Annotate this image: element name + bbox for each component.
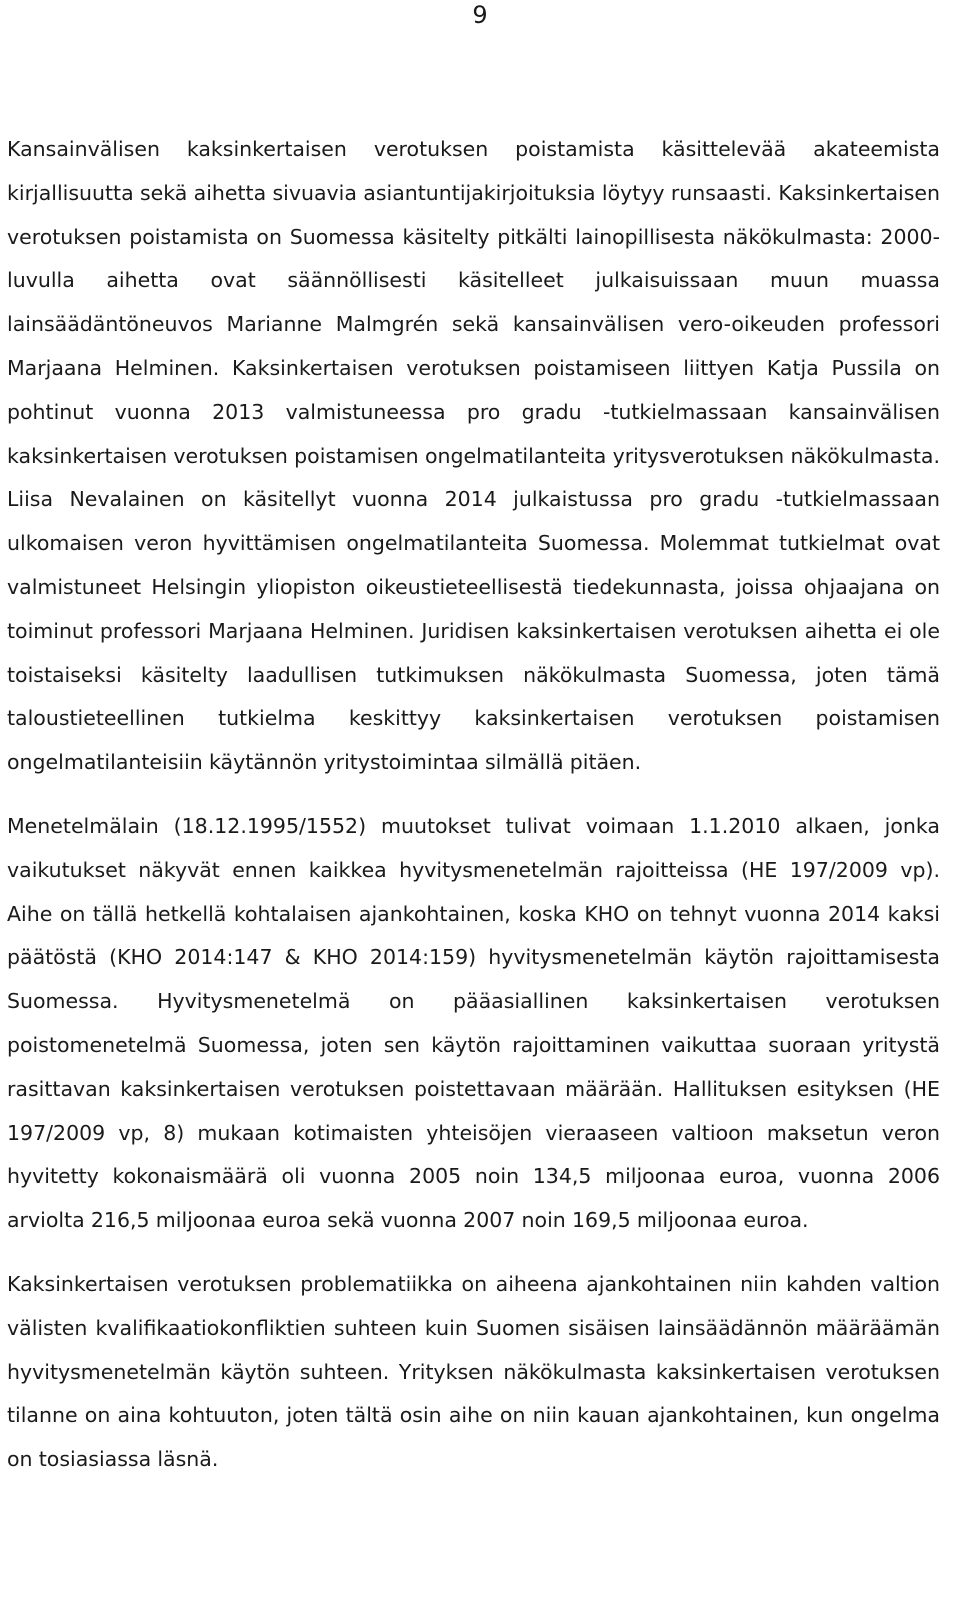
paragraph-method-law: Menetelmälain (18.12.1995/1552) muutokset tulivat voimaan 1.1.2010 alkaen, jonka vaikutukset näkyvät ennen kaikkea hyvitysmenetelmän rajoitteissa (HE 197/2009 vp). Aihe on tällä hetkellä kohtalaisen ajankohtainen, koska KHO on tehnyt vuonna 2014 kaksi päätöstä (KHO 2014:147 & KHO 2014:159) hyvitysmenetelmän käytön rajoittamisesta Suomessa. Hyvitysmenetelmä on pääasiallinen kaksinkertaisen verotuksen poistomenetelmä Suomessa, joten sen käytön rajoittaminen vaikuttaa suoraan yritystä rasittavan kaksinkertaisen verotuksen poistettavaan määrään. Hallituksen esityksen (HE 197/2009 vp, 8) mukaan kotimaisten yhteisöjen vieraaseen valtioon maksetun veron hyvitetty kokonaismäärä oli vuonna 2005 noin 134,5 miljoonaa euroa, vuonna 2006 arviolta 216,5 miljoonaa euroa sekä vuonna 2007 noin 169,5 miljoonaa euroa. <box>7 813 940 1233</box>
page-number: 9 <box>472 1 488 29</box>
paragraph-topicality: Kaksinkertaisen verotuksen problematiikka on aiheena ajankohtainen niin kahden valtion välisten kvalifikaatiokonfliktien suhteen kuin Suomen sisäisen lainsäädännön määräämän hyvitysmenetelmän käytön suhteen. Yrityksen näkökulmasta kaksinkertaisen verotuksen tilanne on aina kohtuuton, joten tältä osin aihe on niin kauan ajankohtainen, kun ongelma on tosiasiassa läsnä. <box>7 1271 940 1472</box>
paragraph-literature-review: Kansainvälisen kaksinkertaisen verotuksen poistamista käsittelevää akateemista kirjallisuutta sekä aihetta sivuavia asiantuntijakirjoituksia löytyy runsaasti. Kaksinkertaisen verotuksen poistamista on Suomessa käsitelty pitkälti lainopillisesta näkökulmasta: 2000-luvulla aihetta ovat säännöllisesti käsitelleet julkaisuissaan muun muassa lainsäädäntöneuvos Marianne Malmgrén sekä kansainvälisen vero-oikeuden professori Marjaana Helminen. Kaksinkertaisen verotuksen poistamiseen liittyen Katja Pussila on pohtinut vuonna 2013 valmistuneessa pro gradu -tutkielmassaan kansainvälisen kaksinkertaisen verotuksen poistamisen ongelmatilanteita yritysverotuksen näkökulmasta. Liisa Nevalainen on käsitellyt vuonna 2014 julkaistussa pro gradu -tutkielmassaan ulkomaisen veron hyvittämisen ongelmatilanteita Suomessa. Molemmat tutkielmat ovat valmistuneet Helsingin yliopiston oikeustieteellisestä tiedekunnasta, joissa ohjaajana on toiminut professori Marjaana Helminen. Juridisen kaksinkertaisen verotuksen aihetta ei ole toistaiseksi käsitelty laadullisen tutkimuksen näkökulmasta Suomessa, joten tämä taloustieteellinen tutkielma keskittyy kaksinkertaisen verotuksen poistamisen ongelmatilanteisiin käytännön yritystoimintaa silmällä pitäen. <box>7 137 940 775</box>
document-body <box>7 128 940 1482</box>
